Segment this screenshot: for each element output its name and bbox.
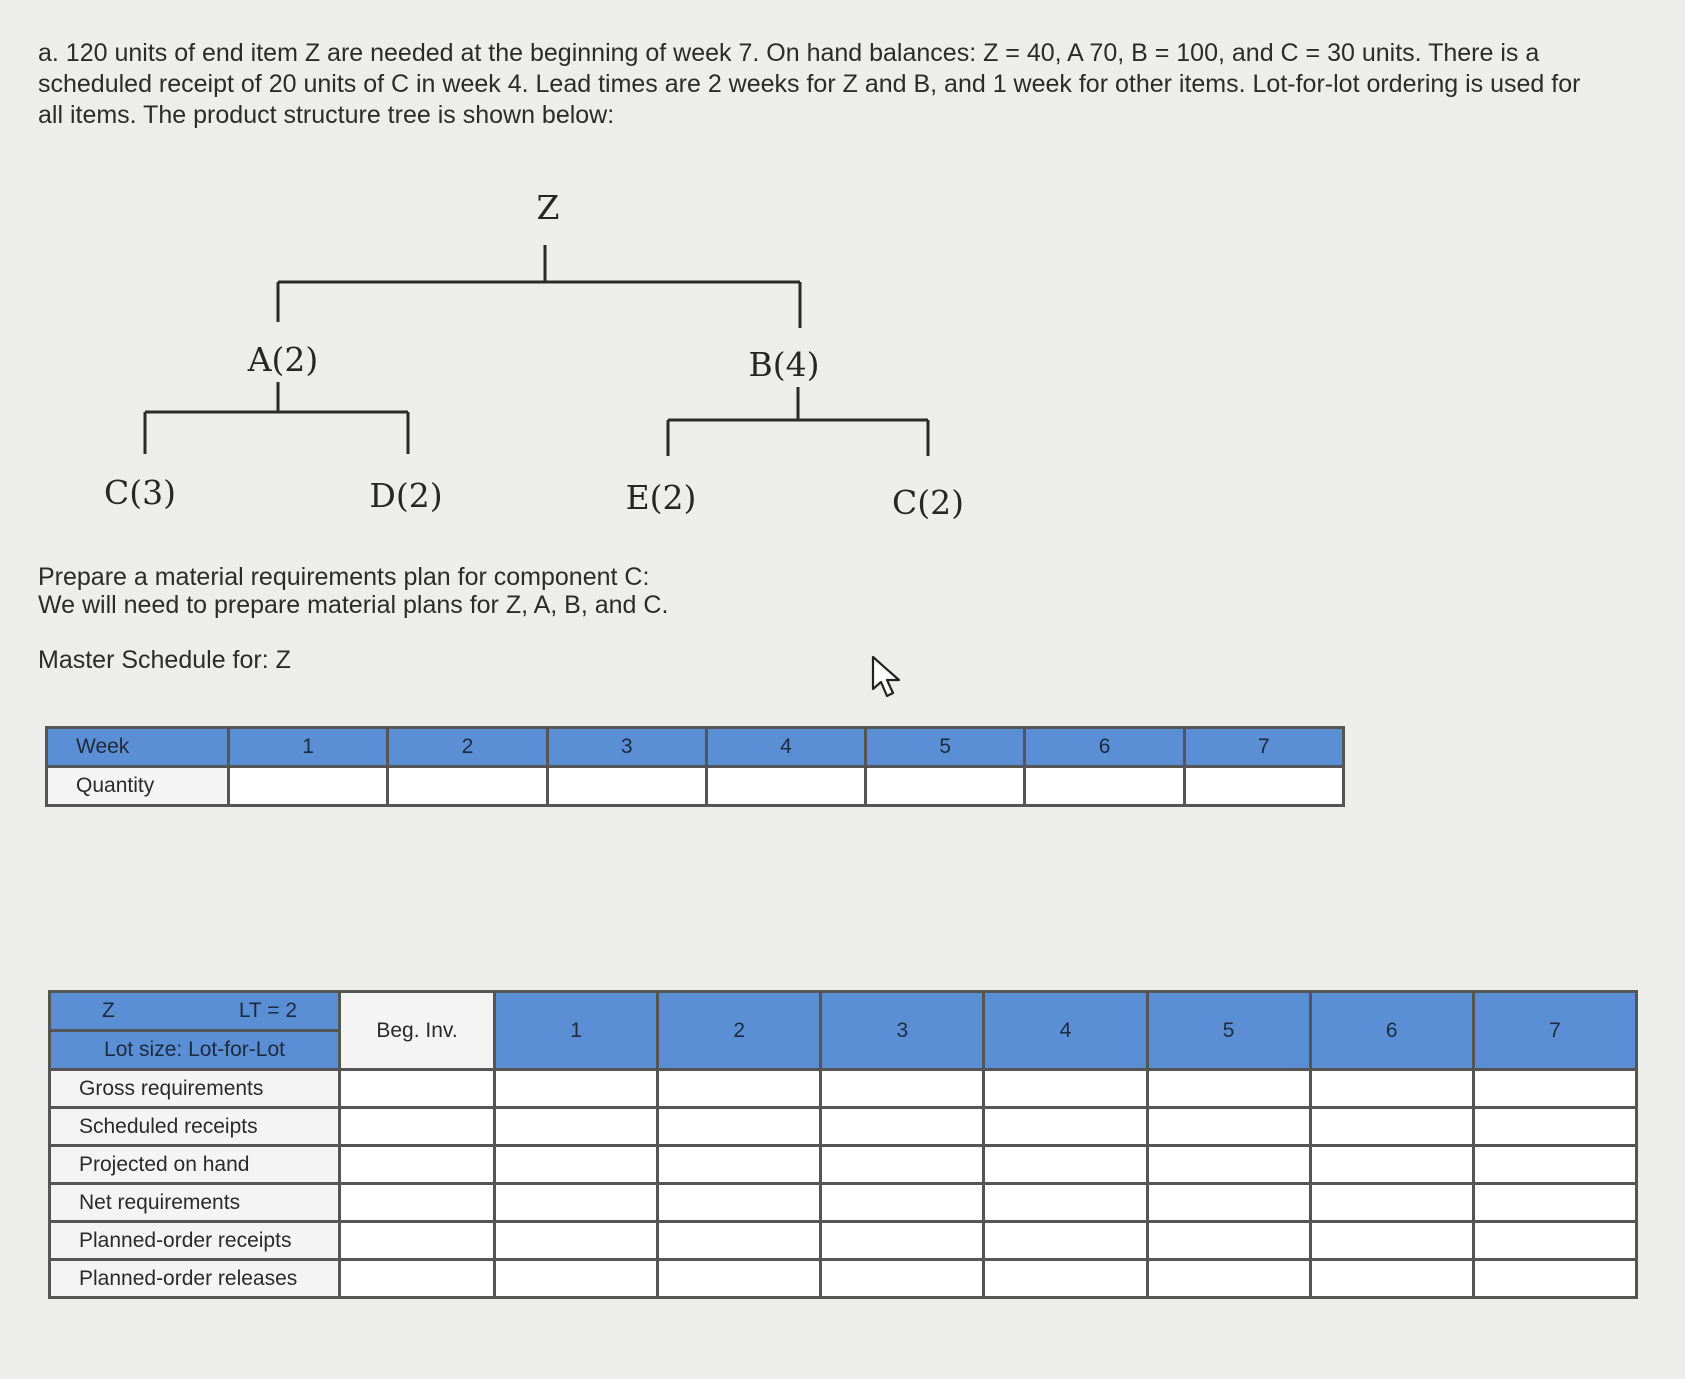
problem-statement: a. 120 units of end item Z are needed at the beginning of week 7. On hand balances: Z = 40, A 70, B = 100, and C = 30 units. There is a scheduled receipt of 20 units of C in week 4. Lead times are 2 weeks for Z and B, and 1 week for other items. Lot-for-lot ordering is used for all items. The product structure tree is shown below:	[38, 39, 1581, 129]
mrp-week-6: 6	[1310, 992, 1473, 1070]
mrp-cell[interactable]	[821, 1222, 984, 1260]
mrp-input[interactable]	[823, 1148, 981, 1181]
mrp-input[interactable]	[986, 1072, 1144, 1105]
mrp-row-label: Projected on hand	[50, 1146, 340, 1184]
mrp-input[interactable]	[497, 1224, 655, 1257]
mrp-cell[interactable]	[1310, 1184, 1473, 1222]
beg-inv-input[interactable]	[342, 1110, 492, 1143]
tree-node-e: E(2)	[625, 478, 697, 517]
quantity-label: Quantity	[47, 767, 229, 806]
mrp-cell[interactable]	[821, 1108, 984, 1146]
beg-inv-cell[interactable]	[340, 1184, 495, 1222]
mrp-cell[interactable]	[984, 1260, 1147, 1298]
mrp-input[interactable]	[1150, 1148, 1308, 1181]
mrp-week-7: 7	[1473, 992, 1636, 1070]
mrp-input[interactable]	[1476, 1186, 1634, 1219]
instruction-line-2: We will need to prepare material plans for Z, A, B, and C.	[38, 591, 669, 619]
mrp-input[interactable]	[1150, 1072, 1308, 1105]
mrp-row	[50, 1108, 1637, 1146]
mrp-input[interactable]	[660, 1072, 818, 1105]
mrp-input[interactable]	[497, 1262, 655, 1295]
mrp-input[interactable]	[497, 1186, 655, 1219]
mrp-cell[interactable]	[1310, 1070, 1473, 1108]
quantity-cell-1[interactable]	[229, 767, 388, 806]
beg-inv-cell[interactable]	[340, 1070, 495, 1108]
instructions	[38, 563, 668, 619]
mrp-cell[interactable]	[1473, 1108, 1636, 1146]
mrp-cell[interactable]	[1147, 1070, 1310, 1108]
mrp-cell[interactable]	[495, 1184, 658, 1222]
mrp-week-1: 1	[495, 992, 658, 1070]
mrp-input[interactable]	[1313, 1262, 1471, 1295]
tree-node-c-under-b: C(2)	[892, 483, 964, 522]
mrp-cell[interactable]	[1147, 1222, 1310, 1260]
week-header-6: 6	[1025, 728, 1184, 767]
week-header-1: 1	[229, 728, 388, 767]
tree-node-a: A(2)	[247, 340, 319, 379]
mrp-row-label: Net requirements	[50, 1184, 340, 1222]
mrp-cell[interactable]	[984, 1146, 1147, 1184]
week-header-4: 4	[706, 728, 865, 767]
mrp-row-label: Planned-order releases	[50, 1260, 340, 1298]
mrp-input[interactable]	[497, 1148, 655, 1181]
mrp-cell[interactable]	[1147, 1108, 1310, 1146]
quantity-cell-3[interactable]	[547, 767, 706, 806]
tree-node-d: D(2)	[369, 476, 443, 515]
week-header-label: Week	[47, 728, 229, 767]
mrp-cell[interactable]	[1310, 1222, 1473, 1260]
mrp-cell[interactable]	[1473, 1146, 1636, 1184]
quantity-input-6[interactable]	[1027, 769, 1181, 803]
beg-inv-input[interactable]	[342, 1186, 492, 1219]
mrp-input[interactable]	[1313, 1224, 1471, 1257]
mrp-row	[50, 1070, 1637, 1108]
mrp-input[interactable]	[1313, 1148, 1471, 1181]
beg-inv-cell[interactable]	[340, 1108, 495, 1146]
mrp-item-name: Z	[102, 999, 115, 1022]
mrp-row-label: Scheduled receipts	[50, 1108, 340, 1146]
mrp-input[interactable]	[497, 1110, 655, 1143]
mrp-cell[interactable]	[1473, 1260, 1636, 1298]
mrp-cell[interactable]	[495, 1108, 658, 1146]
mrp-cell[interactable]	[495, 1146, 658, 1184]
mrp-cell[interactable]	[821, 1070, 984, 1108]
mrp-input[interactable]	[823, 1224, 981, 1257]
quantity-cell-6[interactable]	[1025, 767, 1184, 806]
mrp-row	[50, 1184, 1637, 1222]
mrp-week-2: 2	[658, 992, 821, 1070]
mrp-input[interactable]	[986, 1186, 1144, 1219]
mrp-input[interactable]	[660, 1262, 818, 1295]
mrp-row	[50, 1146, 1637, 1184]
mrp-cell[interactable]	[1473, 1184, 1636, 1222]
beg-inv-header: Beg. Inv.	[340, 992, 495, 1070]
mrp-cell[interactable]	[658, 1184, 821, 1222]
mrp-input[interactable]	[660, 1224, 818, 1257]
mrp-cell[interactable]	[658, 1260, 821, 1298]
mrp-cell[interactable]	[1147, 1260, 1310, 1298]
beg-inv-cell[interactable]	[340, 1260, 495, 1298]
mrp-lead-time: LT = 2	[238, 999, 297, 1022]
mrp-cell[interactable]	[984, 1108, 1147, 1146]
mrp-row-label: Gross requirements	[50, 1070, 340, 1108]
mrp-body	[50, 1070, 1637, 1298]
mrp-input[interactable]	[1150, 1224, 1308, 1257]
quantity-input-1[interactable]	[231, 769, 385, 803]
tree-node-z: Z	[536, 188, 560, 227]
mrp-cell[interactable]	[495, 1070, 658, 1108]
mrp-input[interactable]	[1150, 1262, 1308, 1295]
instruction-line-1: Prepare a material requirements plan for component C:	[38, 563, 650, 591]
mrp-input[interactable]	[1313, 1072, 1471, 1105]
mrp-cell[interactable]	[495, 1260, 658, 1298]
mrp-input[interactable]	[986, 1148, 1144, 1181]
mrp-cell[interactable]	[1147, 1146, 1310, 1184]
quantity-input-2[interactable]	[390, 769, 544, 803]
mrp-week-4: 4	[984, 992, 1147, 1070]
week-row	[47, 728, 1344, 767]
quantity-input-5[interactable]	[868, 769, 1022, 803]
mrp-cell[interactable]	[1310, 1260, 1473, 1298]
tree-node-b: B(4)	[748, 345, 820, 384]
mrp-input[interactable]	[1476, 1224, 1634, 1257]
mrp-cell[interactable]	[658, 1146, 821, 1184]
master-schedule-title: Master Schedule for: Z	[38, 646, 291, 674]
mrp-cell[interactable]	[658, 1222, 821, 1260]
mrp-cell[interactable]	[658, 1108, 821, 1146]
mrp-cell[interactable]	[1310, 1146, 1473, 1184]
week-header-7: 7	[1184, 728, 1343, 767]
mrp-input[interactable]	[497, 1072, 655, 1105]
mrp-cell[interactable]	[984, 1222, 1147, 1260]
quantity-input-7[interactable]	[1187, 769, 1341, 803]
mrp-input[interactable]	[660, 1110, 818, 1143]
mouse-pointer-icon	[870, 655, 904, 699]
beg-inv-input[interactable]	[342, 1072, 492, 1105]
quantity-input-3[interactable]	[550, 769, 704, 803]
week-header-2: 2	[388, 728, 547, 767]
mrp-input[interactable]	[1476, 1262, 1634, 1295]
mrp-input[interactable]	[823, 1186, 981, 1219]
beg-inv-input[interactable]	[342, 1224, 492, 1257]
quantity-cell-2[interactable]	[388, 767, 547, 806]
quantity-cell-4[interactable]	[706, 767, 865, 806]
mrp-input[interactable]	[986, 1262, 1144, 1295]
mrp-cell[interactable]	[1473, 1222, 1636, 1260]
mrp-table-z	[48, 990, 1638, 1299]
mrp-input[interactable]	[1476, 1072, 1634, 1105]
mrp-cell[interactable]	[495, 1222, 658, 1260]
beg-inv-input[interactable]	[342, 1262, 492, 1295]
beg-inv-input[interactable]	[342, 1148, 492, 1181]
mrp-row	[50, 1260, 1637, 1298]
mrp-row-label: Planned-order receipts	[50, 1222, 340, 1260]
master-schedule-table	[45, 726, 1345, 807]
mrp-input[interactable]	[1313, 1186, 1471, 1219]
mrp-lot-size: Lot size: Lot-for-Lot	[50, 1031, 340, 1070]
mrp-input[interactable]	[823, 1072, 981, 1105]
mrp-input[interactable]	[660, 1186, 818, 1219]
week-header-5: 5	[866, 728, 1025, 767]
mrp-input[interactable]	[1313, 1110, 1471, 1143]
mrp-cell[interactable]	[658, 1070, 821, 1108]
quantity-cell-7[interactable]	[1184, 767, 1343, 806]
mrp-input[interactable]	[986, 1224, 1144, 1257]
quantity-cell-5[interactable]	[866, 767, 1025, 806]
mrp-cell[interactable]	[1310, 1108, 1473, 1146]
mrp-cell[interactable]	[821, 1260, 984, 1298]
mrp-item-header	[50, 992, 340, 1031]
mrp-input[interactable]	[823, 1110, 981, 1143]
mrp-input[interactable]	[1150, 1186, 1308, 1219]
mrp-cell[interactable]	[1473, 1070, 1636, 1108]
mrp-cell[interactable]	[821, 1146, 984, 1184]
quantity-row	[47, 767, 1344, 806]
mrp-cell[interactable]	[821, 1184, 984, 1222]
mrp-input[interactable]	[1476, 1110, 1634, 1143]
mrp-week-5: 5	[1147, 992, 1310, 1070]
mrp-cell[interactable]	[1147, 1184, 1310, 1222]
mrp-cell[interactable]	[984, 1070, 1147, 1108]
mrp-week-3: 3	[821, 992, 984, 1070]
tree-node-c-under-a: C(3)	[104, 473, 176, 512]
mrp-input[interactable]	[823, 1262, 981, 1295]
beg-inv-cell[interactable]	[340, 1222, 495, 1260]
mrp-input[interactable]	[1476, 1148, 1634, 1181]
week-header-3: 3	[547, 728, 706, 767]
quantity-input-4[interactable]	[709, 769, 863, 803]
beg-inv-cell[interactable]	[340, 1146, 495, 1184]
mrp-input[interactable]	[1150, 1110, 1308, 1143]
mrp-input[interactable]	[660, 1148, 818, 1181]
mrp-row	[50, 1222, 1637, 1260]
mrp-input[interactable]	[986, 1110, 1144, 1143]
mrp-header-row-1	[50, 992, 1637, 1031]
mrp-cell[interactable]	[984, 1184, 1147, 1222]
